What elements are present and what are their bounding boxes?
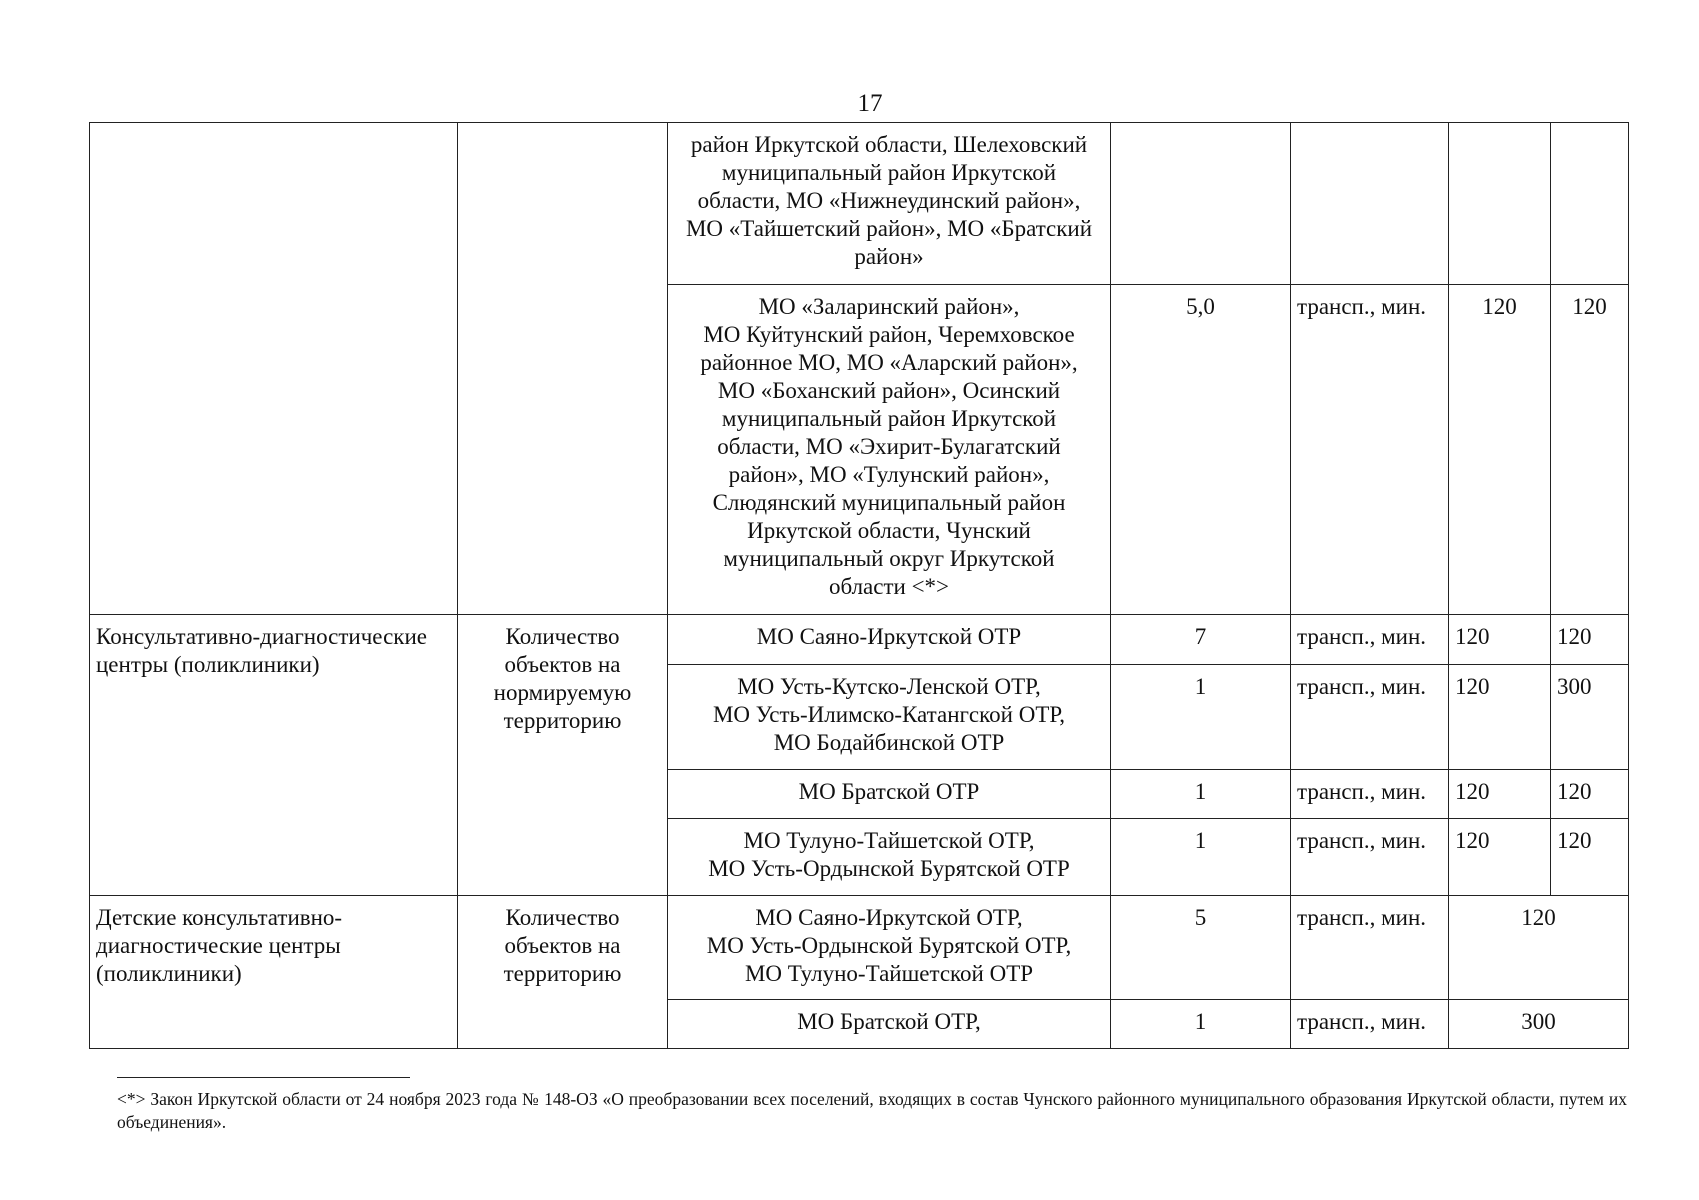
- territory-line: МО Усть-Илимско-Катангской ОТР,: [712, 702, 1066, 727]
- norms-table: [89, 122, 1629, 1049]
- value-cell: [1111, 123, 1291, 285]
- territory-line: район»: [854, 244, 924, 269]
- indicator-cell-empty: [458, 123, 668, 615]
- territory-line: Слюдянский муниципальный район: [712, 490, 1066, 515]
- territory-line: муниципальный округ Иркутской: [723, 546, 1055, 571]
- territory-line: муниципальный район Иркутской: [721, 406, 1057, 431]
- page-number: 17: [857, 90, 883, 117]
- indicator-cell: [458, 896, 668, 1049]
- unit-cell: трансп., мин.: [1291, 896, 1449, 1000]
- territory-line: МО Братской ОТР,: [797, 1009, 981, 1034]
- territory-cell: [668, 665, 1111, 770]
- value-cell: 5: [1111, 896, 1291, 1000]
- limit-cell: 120: [1449, 665, 1551, 770]
- footnote-divider: [117, 1077, 410, 1078]
- indicator-cell: [458, 615, 668, 896]
- limit-cell: 120: [1449, 770, 1551, 819]
- limit-cell: 120: [1449, 285, 1551, 615]
- indicator-line: Количество: [505, 624, 620, 649]
- territory-cell: [668, 1000, 1111, 1049]
- territory-line: МО Бодайбинской ОТР: [773, 730, 1005, 755]
- territory-line: МО Братской ОТР: [798, 779, 980, 804]
- indicator-line: территорию: [503, 961, 622, 986]
- territory-line: район Иркутской области, Шелеховский: [690, 132, 1088, 157]
- limit-cell: 120: [1551, 819, 1629, 896]
- territory-cell: [668, 285, 1111, 615]
- territory-line: МО Куйтунский район, Черемховское: [703, 322, 1075, 347]
- indicator-line: территорию: [503, 708, 622, 733]
- limit-cell: 120: [1551, 285, 1629, 615]
- limit-cell: [1449, 123, 1551, 285]
- unit-cell: трансп., мин.: [1291, 285, 1449, 615]
- territory-line: области, МО «Эхирит-Булагатский: [717, 434, 1061, 459]
- table-row: [90, 123, 1629, 285]
- territory-line: МО Усть-Ордынской Бурятской ОТР,: [706, 933, 1072, 958]
- indicator-line: нормируемую: [493, 680, 632, 705]
- unit-cell: трансп., мин.: [1291, 665, 1449, 770]
- territory-line: районное МО, МО «Аларский район»,: [700, 350, 1078, 375]
- table-row: [90, 615, 1629, 665]
- territory-line: области <*>: [828, 574, 950, 599]
- territory-line: МО Саяно-Иркутской ОТР,: [755, 905, 1023, 930]
- value-cell: 1: [1111, 665, 1291, 770]
- territory-line: области, МО «Нижнеудинский район»,: [697, 188, 1081, 213]
- territory-cell: [668, 615, 1111, 665]
- territory-line: МО «Тайшетский район», МО «Братский: [685, 216, 1093, 241]
- territory-line: Иркутской области, Чунский: [747, 518, 1031, 543]
- limit-cell: 120: [1449, 819, 1551, 896]
- limit-cell: 120: [1449, 615, 1551, 665]
- limit-cell: 120: [1551, 770, 1629, 819]
- indicator-line: Количество: [505, 905, 620, 930]
- territory-line: МО «Заларинский район»,: [758, 294, 1020, 319]
- value-cell: 1: [1111, 1000, 1291, 1049]
- object-name-line: диагностические центры: [96, 933, 341, 958]
- limit-cell: 120: [1449, 896, 1629, 1000]
- object-name-cell: [90, 896, 458, 1049]
- object-cell-empty: [90, 123, 458, 615]
- indicator-line: объектов на: [504, 652, 621, 677]
- unit-cell: трансп., мин.: [1291, 1000, 1449, 1049]
- territory-line: МО Тулуно-Тайшетской ОТР: [744, 961, 1034, 986]
- object-name-line: Детские консультативно-: [96, 905, 343, 930]
- territory-line: район», МО «Тулунский район»,: [728, 462, 1050, 487]
- unit-cell: трансп., мин.: [1291, 819, 1449, 896]
- limit-cell: 300: [1449, 1000, 1629, 1049]
- territory-cell: [668, 770, 1111, 819]
- value-cell: 1: [1111, 770, 1291, 819]
- limit-cell: 300: [1551, 665, 1629, 770]
- territory-cell: [668, 819, 1111, 896]
- territory-cell: [668, 123, 1111, 285]
- unit-cell: [1291, 123, 1449, 285]
- territory-line: МО Усть-Кутско-Ленской ОТР,: [737, 674, 1041, 699]
- territory-line: МО Усть-Ордынской Бурятской ОТР: [708, 856, 1070, 881]
- object-name-line: (поликлиники): [96, 961, 242, 986]
- indicator-line: объектов на: [504, 933, 621, 958]
- value-cell: 1: [1111, 819, 1291, 896]
- territory-line: муниципальный район Иркутской: [721, 160, 1057, 185]
- table-row: [90, 896, 1629, 1000]
- unit-cell: трансп., мин.: [1291, 770, 1449, 819]
- limit-cell: 120: [1551, 615, 1629, 665]
- unit-cell: трансп., мин.: [1291, 615, 1449, 665]
- territory-cell: [668, 896, 1111, 1000]
- value-cell: 7: [1111, 615, 1291, 665]
- object-name-cell: Консультативно-диагностические центры (поликлиники): [90, 615, 458, 896]
- territory-line: МО «Боханский район», Осинский: [717, 378, 1061, 403]
- limit-cell: [1551, 123, 1629, 285]
- value-cell: 5,0: [1111, 285, 1291, 615]
- footnote: <*> Закон Иркутской области от 24 ноября 2023 года № 148-ОЗ «О преобразовании всех поселений, входящих в состав Чунского районного муниципального образования Иркутской области, путем их объединения».: [117, 1089, 1627, 1132]
- territory-line: МО Тулуно-Тайшетской ОТР,: [743, 828, 1035, 853]
- territory-line: МО Саяно-Иркутской ОТР: [756, 624, 1022, 649]
